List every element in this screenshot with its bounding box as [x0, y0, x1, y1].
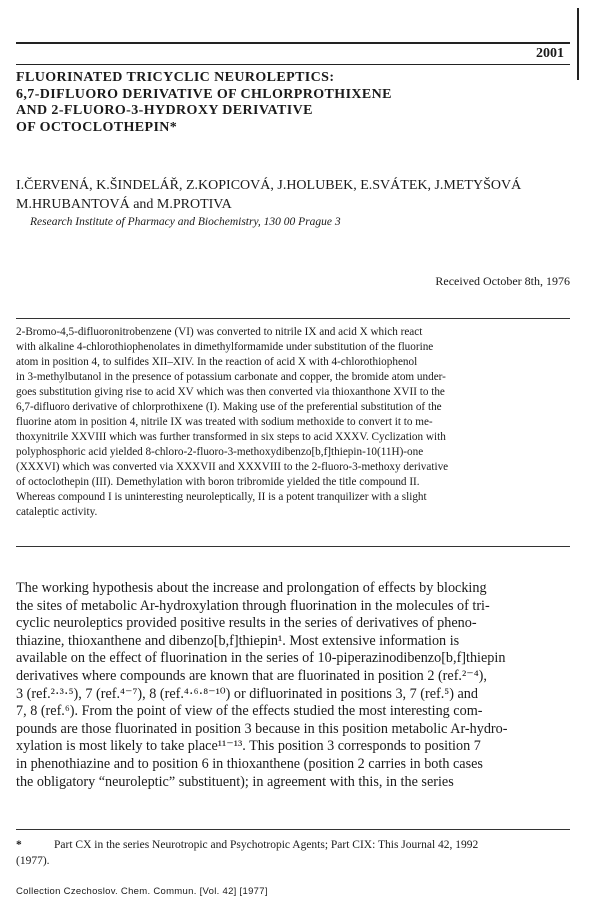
abstract-line: thoxynitrile XXVIII which was further transformed in six steps to acid XXXV. Cyclization with [16, 431, 446, 443]
author-list [16, 176, 576, 214]
author-line: I.ČERVENÁ, K.ŠINDELÁŘ, Z.KOPICOVÁ, J.HOLUBEK, E.SVÁTEK, J.METYŠOVÁ [16, 178, 522, 193]
abstract-line: fluorine atom in position 4, nitrile IX was treated with sodium methoxide to convert it to me- [16, 416, 433, 428]
abstract-line: in 3-methylbutanol in the presence of potassium carbonate and copper, the bromide atom under- [16, 371, 446, 383]
body-line: pounds are those fluorinated in position 3 because in this position metabolic Ar-hydro- [16, 720, 508, 737]
title-line: OF OCTOCLOTHEPIN* [16, 119, 178, 135]
footnote-line: (1977). [16, 855, 50, 867]
abstract [16, 325, 560, 520]
header-rule [16, 64, 570, 65]
body-line: cyclic neuroleptics provided positive results in the series of derivatives of pheno- [16, 615, 477, 632]
title-line: AND 2-FLUORO-3-HYDROXY DERIVATIVE [16, 103, 313, 118]
footnote-mark: * [16, 839, 22, 851]
footnote [16, 837, 566, 869]
body-line: the obligatory “neuroleptic” substituent); in agreement with this, in the series [16, 773, 454, 790]
body-line: 3 (ref.²·³·⁵), 7 (ref.⁴⁻⁷), 8 (ref.⁴·⁶·⁸⁻¹⁰) or difluorinated in positions 3, 7 (ref.⁵) and [16, 685, 478, 702]
abstract-rule-bottom [16, 546, 570, 547]
abstract-line: Whereas compound I is uninteresting neuroleptically, II is a potent tranquilizer with a slight [16, 491, 427, 503]
body-line: the sites of metabolic Ar-hydroxylation through fluorination in the molecules of tri- [16, 597, 490, 614]
journal-footer: Collection Czechoslov. Chem. Commun. [Vol. 42] [1977] [16, 886, 268, 897]
article-title [16, 70, 556, 136]
abstract-line: polyphosphoric acid yielded 8-chloro-2-fluoro-3-methoxydibenzo[b,f]thiepin-10(11H)-one [16, 446, 424, 458]
title-line: 6,7-DIFLUORO DERIVATIVE OF CHLORPROTHIXENE [16, 86, 392, 102]
abstract-line: goes substitution giving rise to acid XV which was then converted via thioxanthone XVII to the [16, 386, 445, 398]
abstract-line: cataleptic activity. [16, 506, 98, 518]
body-line: 7, 8 (ref.⁶). From the point of view of the effects studied the most interesting com- [16, 703, 483, 720]
author-line: M.HRUBANTOVÁ and M.PROTIVA [16, 197, 232, 212]
abstract-line: of octoclothepin (III). Demethylation with boron tribromide yielded the title compound II. [16, 476, 420, 488]
abstract-line: 6,7-difluoro derivative of chlorprothixene (I). Making use of the preferential substitution of the [16, 401, 442, 413]
abstract-rule-top [16, 318, 570, 319]
body-text [16, 580, 564, 791]
body-line: in phenothiazine and to position 6 in thioxanthene (position 2 carries in both cases [16, 755, 483, 772]
abstract-line: with alkaline 4-chlorothiophenolates in dimethylformamide under substitution of the fluorine [16, 341, 434, 353]
title-line: FLUORINATED TRICYCLIC NEUROLEPTICS: [16, 70, 335, 85]
body-line: available on the effect of fluorination in the series of 10-piperazinodibenzo[b,f]thiepin [16, 650, 506, 667]
abstract-line: (XXXVI) which was converted via XXXVII and XXXVIII to the 2-fluoro-3-methoxy derivative [16, 461, 449, 473]
body-line: thiazine, thioxanthene and dibenzo[b,f]thiepin¹. Most extensive information is [16, 632, 460, 649]
body-line: derivatives where compounds are known that are fluorinated in position 2 (ref.²⁻⁴), [16, 667, 487, 684]
received-date: Received October 8th, 1976 [435, 274, 570, 288]
top-rule [16, 42, 570, 44]
body-line: The working hypothesis about the increase and prolongation of effects by blocking [16, 580, 487, 596]
body-line: xylation is most likely to take place¹¹⁻¹³. This position 3 corresponds to position 7 [16, 738, 481, 755]
footnote-rule [16, 829, 570, 830]
abstract-line: atom in position 4, to sulfides XII–XIV. In the reaction of acid X with 4-chlorothiophenol [16, 356, 418, 368]
page-number: 2001 [536, 46, 564, 61]
footnote-line: Part CX in the series Neurotropic and Psychotropic Agents; Part CIX: This Journal 42, 1992 [54, 839, 479, 851]
abstract-line: 2-Bromo-4,5-difluoronitrobenzene (VI) was converted to nitrile IX and acid X which react [16, 326, 423, 338]
binding-edge-line [577, 8, 579, 80]
affiliation: Research Institute of Pharmacy and Biochemistry, 130 00 Prague 3 [30, 216, 341, 228]
